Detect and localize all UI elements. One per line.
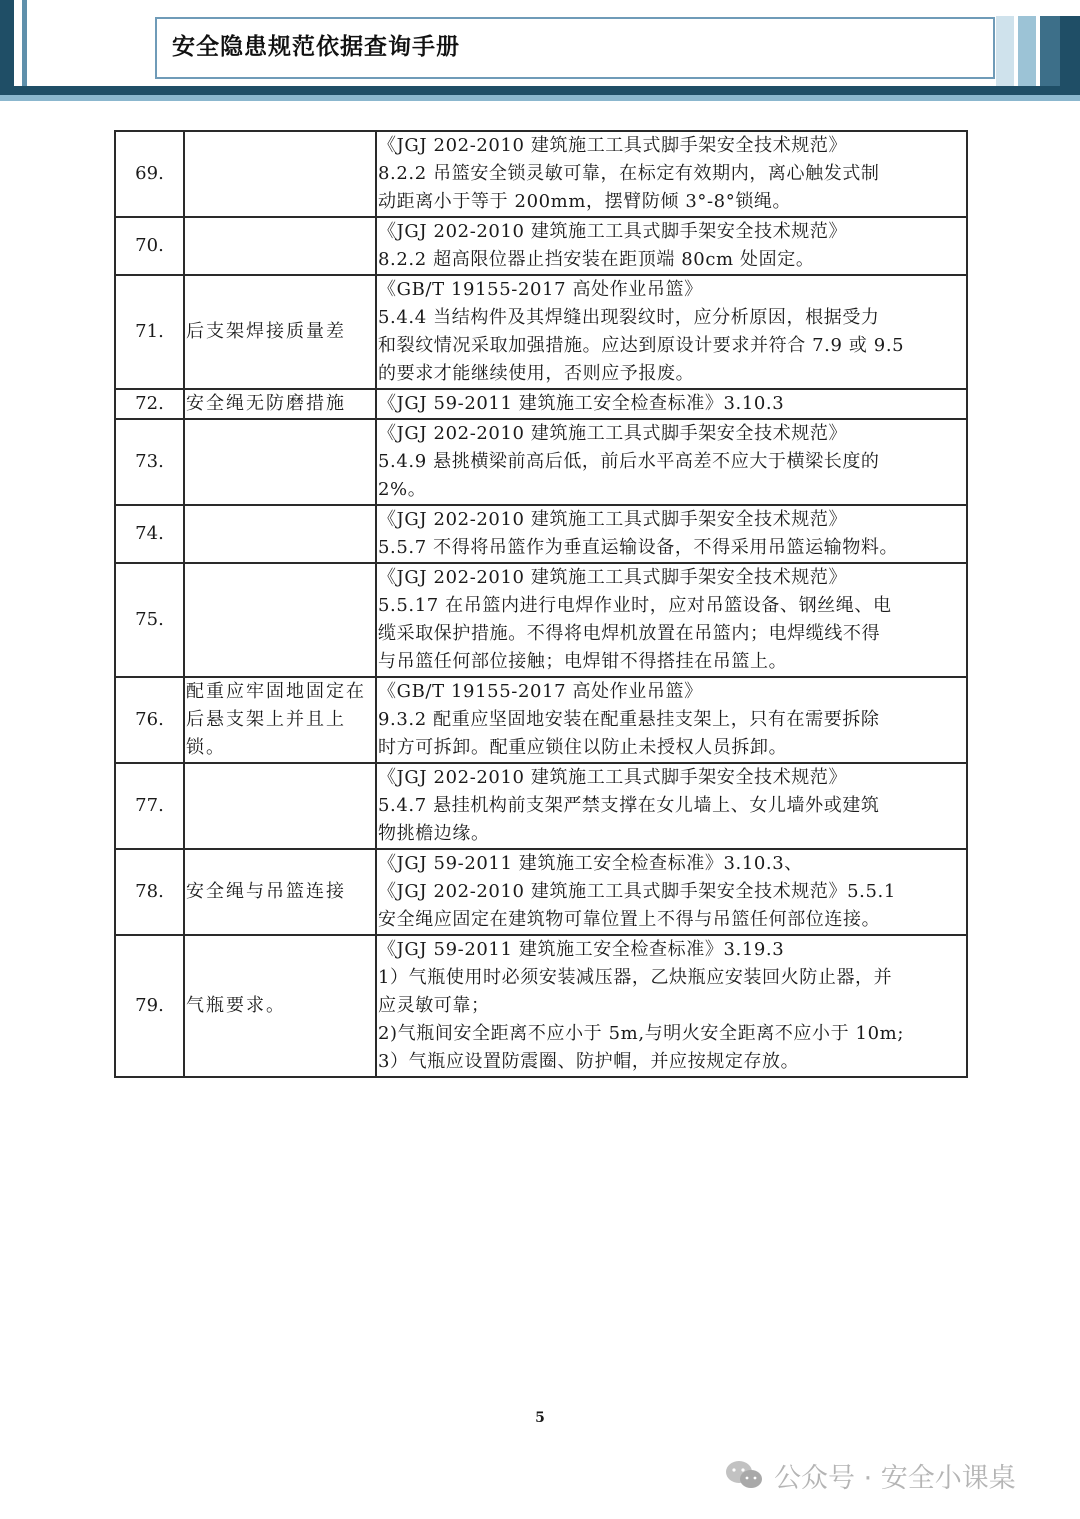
basis-line: 和裂纹情况采取加强措施。应达到原设计要求并符合 7.9 或 9.5 bbox=[378, 335, 905, 356]
basis-line: 《JGJ 202-2010 建筑施工工具式脚手架安全技术规范》 bbox=[378, 135, 848, 156]
document-title: 安全隐患规范依据查询手册 bbox=[172, 34, 460, 60]
basis-line: 5.4.9 悬挑横梁前高后低，前后水平高差不应大于横梁长度的 bbox=[378, 451, 880, 472]
basis-line: 8.2.2 吊篮安全锁灵敏可靠，在标定有效期内，离心触发式制 bbox=[378, 163, 880, 184]
basis-line: 《JGJ 202-2010 建筑施工工具式脚手架安全技术规范》 bbox=[378, 767, 848, 788]
hazard-description bbox=[184, 763, 376, 849]
wechat-icon bbox=[724, 1459, 764, 1491]
hazard-basis-table bbox=[114, 130, 968, 1078]
row-number: 70. bbox=[115, 217, 184, 275]
basis-line: 《JGJ 202-2010 建筑施工工具式脚手架安全技术规范》 bbox=[378, 423, 848, 444]
basis-line: 应灵敏可靠； bbox=[378, 995, 490, 1016]
page-number: 5 bbox=[535, 1410, 545, 1426]
basis-line: 《JGJ 202-2010 建筑施工工具式脚手架安全技术规范》5.5.1 bbox=[378, 881, 896, 902]
table-row bbox=[115, 275, 967, 389]
hazard-description: 气瓶要求。 bbox=[184, 935, 376, 1077]
hazard-description bbox=[184, 419, 376, 505]
table-row bbox=[115, 763, 967, 849]
row-number: 78. bbox=[115, 849, 184, 935]
regulation-basis bbox=[376, 677, 967, 763]
regulation-basis bbox=[376, 849, 967, 935]
basis-line: 9.3.2 配重应坚固地安装在配重悬挂支架上，只有在需要拆除 bbox=[378, 709, 880, 730]
row-number: 76. bbox=[115, 677, 184, 763]
row-number: 69. bbox=[115, 131, 184, 217]
table-row bbox=[115, 217, 967, 275]
basis-line: 5.5.17 在吊篮内进行电焊作业时，应对吊篮设备、钢丝绳、电 bbox=[378, 595, 892, 616]
hazard-description bbox=[184, 131, 376, 217]
regulation-basis bbox=[376, 131, 967, 217]
watermark-text: 公众号 · 安全小课桌 bbox=[774, 1462, 1016, 1494]
hazard-description: 安全绳无防磨措施 bbox=[184, 389, 376, 419]
basis-line: 《JGJ 202-2010 建筑施工工具式脚手架安全技术规范》 bbox=[378, 221, 848, 242]
basis-line: 缆采取保护措施。不得将电焊机放置在吊篮内；电焊缆线不得 bbox=[378, 623, 881, 644]
basis-line: 《JGJ 59-2011 建筑施工安全检查标准》3.19.3 bbox=[378, 939, 785, 960]
table-row bbox=[115, 505, 967, 563]
table-row bbox=[115, 131, 967, 217]
hazard-description: 安全绳与吊篮连接 bbox=[184, 849, 376, 935]
table-row bbox=[115, 849, 967, 935]
regulation-basis bbox=[376, 763, 967, 849]
table-row bbox=[115, 563, 967, 677]
regulation-basis bbox=[376, 419, 967, 505]
basis-line: 动距离小于等于 200mm，摆臂防倾 3°-8°锁绳。 bbox=[378, 191, 792, 212]
hazard-description bbox=[184, 505, 376, 563]
basis-line: 《JGJ 202-2010 建筑施工工具式脚手架安全技术规范》 bbox=[378, 567, 848, 588]
hazard-description: 配重应牢固地固定在后悬支架上并且上锁。 bbox=[184, 677, 376, 763]
table-row bbox=[115, 677, 967, 763]
basis-line: 3）气瓶应设置防震圈、防护帽，并应按规定存放。 bbox=[378, 1051, 800, 1072]
row-number: 74. bbox=[115, 505, 184, 563]
basis-line: 5.4.4 当结构件及其焊缝出现裂纹时，应分析原因，根据受力 bbox=[378, 307, 880, 328]
hazard-description: 后支架焊接质量差 bbox=[184, 275, 376, 389]
basis-line: 《JGJ 59-2011 建筑施工安全检查标准》3.10.3 bbox=[378, 393, 785, 414]
watermark bbox=[724, 1455, 1016, 1495]
basis-line: 5.4.7 悬挂机构前支架严禁支撑在女儿墙上、女儿墙外或建筑 bbox=[378, 795, 880, 816]
hazard-description bbox=[184, 563, 376, 677]
regulation-basis bbox=[376, 505, 967, 563]
basis-line: 时方可拆卸。配重应锁住以防止未授权人员拆卸。 bbox=[378, 737, 788, 758]
basis-line: 5.5.7 不得将吊篮作为垂直运输设备，不得采用吊篮运输物料。 bbox=[378, 537, 899, 558]
regulation-basis bbox=[376, 217, 967, 275]
row-number: 72. bbox=[115, 389, 184, 419]
row-number: 77. bbox=[115, 763, 184, 849]
basis-line: 2%。 bbox=[378, 479, 427, 500]
basis-line: 8.2.2 超高限位器止挡安装在距顶端 80cm 处固定。 bbox=[378, 249, 815, 270]
basis-line: 安全绳应固定在建筑物可靠位置上不得与吊篮任何部位连接。 bbox=[378, 909, 881, 930]
table-row bbox=[115, 419, 967, 505]
row-number: 73. bbox=[115, 419, 184, 505]
basis-line: 《GB/T 19155-2017 高处作业吊篮》 bbox=[378, 279, 703, 300]
regulation-basis bbox=[376, 389, 967, 419]
hazard-description bbox=[184, 217, 376, 275]
basis-line: 的要求才能继续使用，否则应予报废。 bbox=[378, 363, 695, 384]
basis-line: 与吊篮任何部位接触；电焊钳不得搭挂在吊篮上。 bbox=[378, 651, 788, 672]
basis-line: 2)气瓶间安全距离不应小于 5m,与明火安全距离不应小于 10m; bbox=[378, 1023, 904, 1044]
regulation-basis bbox=[376, 563, 967, 677]
basis-line: 《JGJ 59-2011 建筑施工安全检查标准》3.10.3、 bbox=[378, 853, 803, 874]
basis-line: 物挑檐边缘。 bbox=[378, 823, 490, 844]
basis-line: 1）气瓶使用时必须安装减压器，乙炔瓶应安装回火防止器，并 bbox=[378, 967, 893, 988]
table-row bbox=[115, 389, 967, 419]
basis-line: 《GB/T 19155-2017 高处作业吊篮》 bbox=[378, 681, 703, 702]
basis-line: 《JGJ 202-2010 建筑施工工具式脚手架安全技术规范》 bbox=[378, 509, 848, 530]
table-row bbox=[115, 935, 967, 1077]
regulation-basis bbox=[376, 275, 967, 389]
row-number: 75. bbox=[115, 563, 184, 677]
row-number: 71. bbox=[115, 275, 184, 389]
row-number: 79. bbox=[115, 935, 184, 1077]
regulation-basis bbox=[376, 935, 967, 1077]
